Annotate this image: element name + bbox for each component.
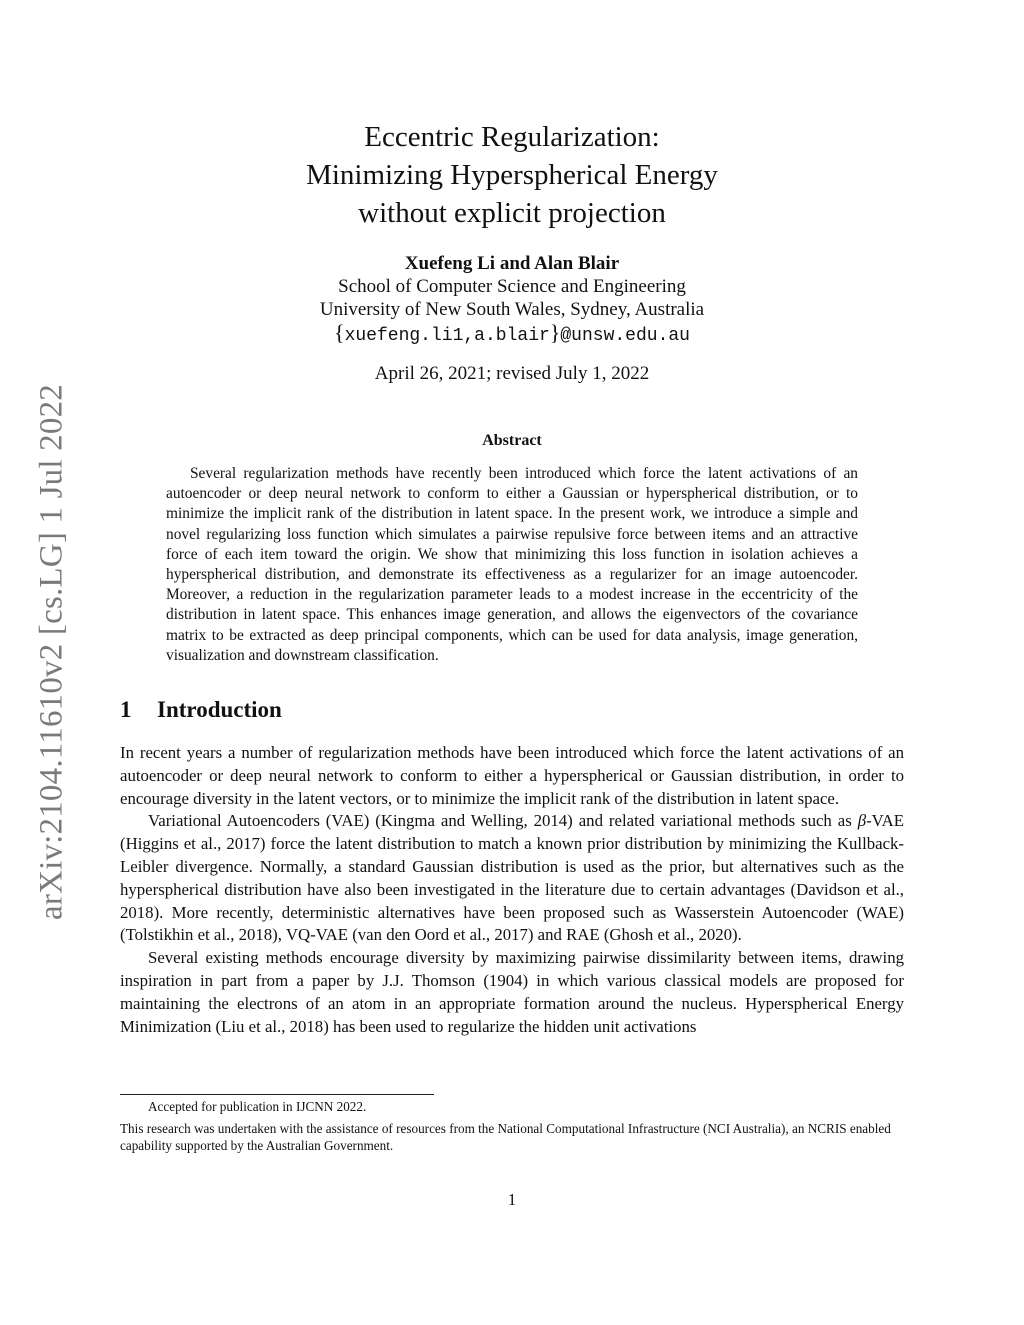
title-line-1: Eccentric Regularization: (364, 121, 660, 153)
email-open-brace: { (334, 320, 345, 345)
title-line-3: without explicit projection (358, 197, 666, 229)
footnote-acknowledgement: This research was undertaken with the assistance of resources from the National Computational Infrastructure (NCI Australia), an NCRIS enabled capability supported by the Australian Government. (120, 1120, 891, 1153)
abstract-body (166, 464, 858, 666)
abstract-text: Several regularization methods have recently been introduced which force the latent activations of an autoencoder or deep neural network to conform to either a Gaussian or hyperspherical distribution, or to minimize the implicit rank of the distribution in latent space. In the present work, we introduce a simple and novel regularizing loss function which simulates a pairwise repulsive force between items and an attractive force of each item toward the origin. We show that minimizing this loss function in isolation achieves a hyperspherical distribution, and demonstrate its effectiveness as a regularizer for an image autoencoder. Moreover, a reduction in the regularization parameter leads to a modest increase in the eccentricity of the distribution in latent space. This enhances image generation, and allows the eigenvectors of the covariance matrix to be extracted as deep principal components, which can be used for data analysis, image generation, visualization and downstream classification. (166, 465, 858, 664)
section-number: 1 (120, 697, 132, 722)
footnotes (120, 1098, 904, 1155)
section-title: Introduction (157, 697, 282, 722)
section-heading-introduction (120, 697, 282, 723)
intro-paragraph-3: Several existing methods encourage diversity by maximizing pairwise dissimilarity between items, drawing inspiration in part from a paper by J.J. Thomson (1904) in which various classical models are proposed for maintaining the electrons of an atom in an appropriate formation around the nucleus. Hyperspherical Energy Minimization (Liu et al., 2018) has been used to regularize the hidden unit activations (120, 948, 904, 1036)
paper-title (0, 118, 1024, 232)
introduction-body (120, 742, 904, 1038)
email-close-brace: } (549, 320, 561, 345)
beta-symbol: β (857, 811, 867, 831)
affiliation-school: School of Computer Science and Engineering (338, 276, 686, 297)
author-names: Xuefeng Li and Alan Blair (404, 253, 620, 274)
intro-paragraph-1: In recent years a number of regularization methods have been introduced which force the latent activations of an autoencoder or deep neural network to conform to either a hyperspherical or Gaussian distribution, in order to encourage diversity in the latent vectors, or to minimize the implicit rank of the distribution in latent space. (120, 743, 904, 808)
intro-paragraph-2-rest: -VAE (Higgins et al., 2017) force the latent distribution to match a known prior distribution by minimizing the Kullback-Leibler divergence. Normally, a standard Gaussian distribution is used as the prior, but alternatives such as the hyperspherical distribution have also been investigated in the literature due to certain advantages (Davidson et al., 2018). More recently, deterministic alternatives have been proposed such as Wasserstein Autoencoder (WAE) (Tolstikhin et al., 2018), VQ-VAE (van den Oord et al., 2017) and RAE (Ghosh et al., 2020). (120, 811, 904, 945)
title-line-2: Minimizing Hyperspherical Energy (306, 159, 718, 191)
footnote-acceptance: Accepted for publication in IJCNN 2022. (148, 1099, 367, 1114)
abstract-heading: Abstract (482, 432, 542, 449)
author-block (0, 252, 1024, 348)
affiliation-university: University of New South Wales, Sydney, Australia (319, 299, 705, 320)
intro-paragraph-2 (120, 810, 904, 947)
publication-date: April 26, 2021; revised July 1, 2022 (374, 363, 650, 384)
author-email[interactable] (0, 321, 1024, 348)
email-domain: @unsw.edu.au (560, 326, 690, 346)
intro-paragraph-2-start: Variational Autoencoders (VAE) (Kingma and Welling, 2014) and related variational methods such as (148, 811, 858, 831)
email-users: xuefeng.li1,a.blair (344, 326, 550, 346)
footnote-divider (120, 1094, 434, 1095)
arxiv-identifier-stamp: arXiv:2104.11610v2 [cs.LG] 1 Jul 2022 (33, 384, 70, 920)
page-number: 1 (507, 1190, 517, 1209)
